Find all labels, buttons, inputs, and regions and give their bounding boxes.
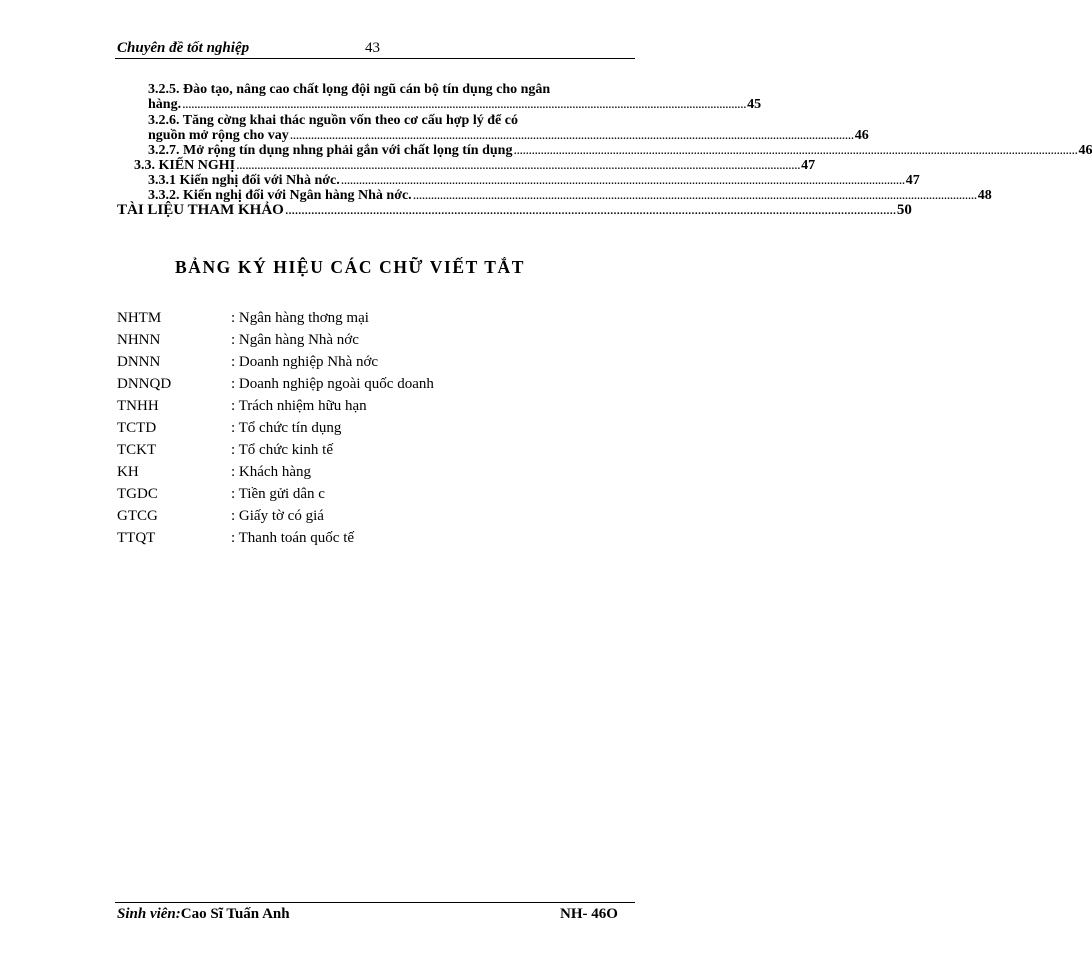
toc-entry-label: 3.2.7. Mở rộng tín dụng nhng phải gắn với chất lọng tín dụng (148, 143, 513, 158)
abbreviation-meaning: : Tổ chức tín dụng (231, 420, 342, 436)
toc-entry-page: 47 (801, 158, 816, 173)
abbreviation-row (117, 354, 537, 376)
toc-entry-label: 3.3.1 Kiến nghị đối với Nhà nớc. (148, 173, 340, 188)
footer-student-name: Cao Sĩ Tuấn Anh (180, 906, 290, 922)
abbreviation-row (117, 420, 537, 442)
abbreviation-code: TNHH (117, 398, 159, 414)
toc-entry-label: 3.2.6. Tăng cờng khai thác nguồn vốn theo cơ cấu hợp lý để có (148, 113, 518, 128)
toc-entry-label: 3.2.5. Đào tạo, nâng cao chất lọng đội ngũ cán bộ tín dụng cho ngân (148, 82, 551, 97)
toc-entry (117, 202, 912, 218)
toc-entry-page: 45 (747, 97, 762, 112)
footer-student (117, 906, 290, 923)
toc-dot-leader: ............................................................................................................................................................................................ (289, 128, 854, 143)
abbreviation-row (117, 376, 537, 398)
abbreviation-row (117, 530, 537, 552)
toc-dot-leader: ............................................................................................................................................................................................ (284, 202, 896, 218)
abbreviation-meaning: : Doanh nghiệp ngoài quốc doanh (231, 376, 434, 392)
toc-dot-leader: ............................................................................................................................................................................................ (182, 97, 747, 112)
toc-entry (148, 82, 762, 112)
toc-entry-label-cont: hàng. (148, 97, 182, 112)
toc-dot-leader: ............................................................................................................................................................................................ (412, 188, 977, 203)
abbreviation-code: TCKT (117, 442, 157, 458)
footer-divider (115, 902, 635, 903)
toc-entry (148, 188, 992, 203)
abbreviation-code: GTCG (117, 508, 158, 524)
toc-entry-label: 3.3. KIẾN NGHỊ (134, 158, 236, 173)
abbreviation-row (117, 508, 537, 530)
toc-entry-label: TÀI LIỆU THAM KHẢO (117, 202, 284, 218)
toc-entry (134, 158, 816, 173)
toc-entry-label: 3.3.2. Kiến nghị đối với Ngân hàng Nhà nớc. (148, 188, 412, 203)
abbreviation-meaning: : Thanh toán quốc tế (231, 530, 355, 546)
toc-entry (148, 173, 920, 188)
abbreviation-row (117, 442, 537, 464)
abbreviation-meaning: : Giấy tờ có giá (231, 508, 324, 524)
toc-dot-leader: ............................................................................................................................................................................................ (236, 158, 801, 173)
abbreviation-row (117, 464, 537, 486)
toc-entry-page: 47 (905, 173, 920, 188)
header-title: Chuyên đề tốt nghiệp (117, 40, 250, 56)
abbreviation-code: DNNQD (117, 376, 172, 392)
abbreviation-meaning: : Tổ chức kinh tế (231, 442, 333, 458)
toc-entry (148, 113, 869, 143)
abbreviations-title: BẢNG KÝ HIỆU CÁC CHỮ VIẾT TẮT (174, 257, 526, 277)
abbreviation-code: TCTD (117, 420, 157, 436)
abbreviation-code: NHNN (117, 332, 161, 348)
abbreviation-row (117, 486, 537, 508)
footer-class-code: NH- 46O (560, 906, 618, 922)
toc-dot-leader: ............................................................................................................................................................................................ (513, 143, 1078, 158)
abbreviation-meaning: : Khách hàng (231, 464, 311, 480)
toc-dot-leader: ............................................................................................................................................................................................ (340, 173, 905, 188)
abbreviation-meaning: : Ngân hàng thơng mại (231, 310, 369, 326)
toc-entry-page: 48 (977, 188, 992, 203)
footer-student-label: Sinh viên: (117, 906, 181, 922)
abbreviation-row (117, 310, 537, 332)
header-divider (115, 58, 635, 59)
toc-entry-label-cont: nguồn mở rộng cho vay (148, 128, 289, 143)
abbreviation-code: TTQT (117, 530, 156, 546)
toc-entry (148, 143, 1092, 158)
toc-entry-page: 46 (1078, 143, 1092, 158)
header-page-number: 43 (365, 40, 380, 56)
abbreviation-code: KH (117, 464, 139, 480)
abbreviation-meaning: : Ngân hàng Nhà nớc (231, 332, 359, 348)
abbreviation-code: NHTM (117, 310, 162, 326)
abbreviation-row (117, 398, 537, 420)
abbreviation-code: TGDC (117, 486, 158, 502)
toc-entry-page: 46 (854, 128, 869, 143)
abbreviation-row (117, 332, 537, 354)
abbreviation-meaning: : Trách nhiệm hữu hạn (231, 398, 367, 414)
abbreviation-meaning: : Doanh nghiệp Nhà nớc (231, 354, 379, 370)
toc-entry-page: 50 (896, 202, 912, 218)
abbreviation-code: DNNN (117, 354, 161, 370)
abbreviation-meaning: : Tiền gửi dân c (231, 486, 325, 502)
